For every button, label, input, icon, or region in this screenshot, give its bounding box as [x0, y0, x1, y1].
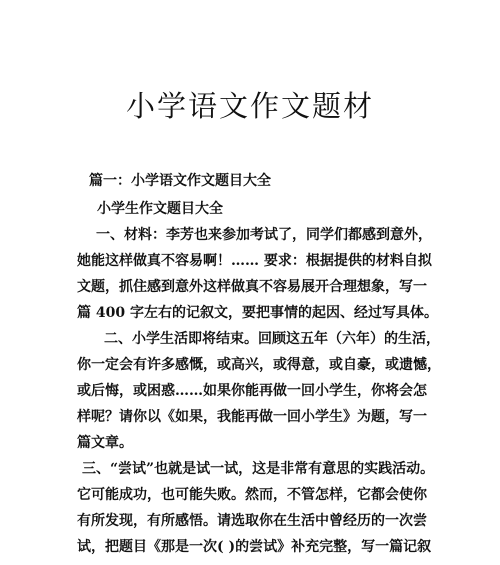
paragraph-line: 篇 400 字左右的记叙文，要把事情的起因、经过写具体。 — [77, 305, 438, 321]
paragraph-line: 或后悔，或困惑……如果你能再做一回小学生，你将会怎 — [77, 383, 427, 399]
paragraph-line: 一、材料：李芳也来参加考试了，同学们都感到意外， — [96, 227, 432, 243]
paragraph-line: 你一定会有许多感慨，或高兴，或得意，或自豪，或遗憾， — [77, 357, 441, 373]
paragraph-line: 样呢？请你以《如果，我能再做一回小学生》为题，写一 — [77, 409, 427, 425]
subheading: 小学生作文题目大全 — [97, 201, 223, 217]
paragraph-line: 她能这样做真不容易啊！…… 要求：根据提供的材料自拟 — [77, 253, 432, 269]
paragraph-line: 试，把题目《那是一次( )的尝试》补充完整，写一篇记叙 — [77, 539, 432, 555]
paragraph-line: 三、“尝试”也就是试一试，这是非常有意思的实践活动。 — [82, 461, 435, 477]
section-heading: 篇一：小学语文作文题目大全 — [89, 173, 271, 189]
paragraph-line: 篇文章。 — [77, 435, 133, 451]
paragraph-line: 有所发现，有所感悟。请选取你在生活中曾经历的一次尝 — [77, 513, 427, 529]
document-title: 小学语文作文题材 — [125, 89, 374, 123]
paragraph-line: 文题，抓住感到意外这样做真不容易展开合理想象，写一 — [77, 279, 427, 295]
paragraph-line: 二、小学生活即将结束。回顾这五年（六年）的生活， — [104, 331, 440, 347]
paragraph-line: 它可能成功，也可能失败。然而，不管怎样，它都会使你 — [77, 487, 427, 503]
